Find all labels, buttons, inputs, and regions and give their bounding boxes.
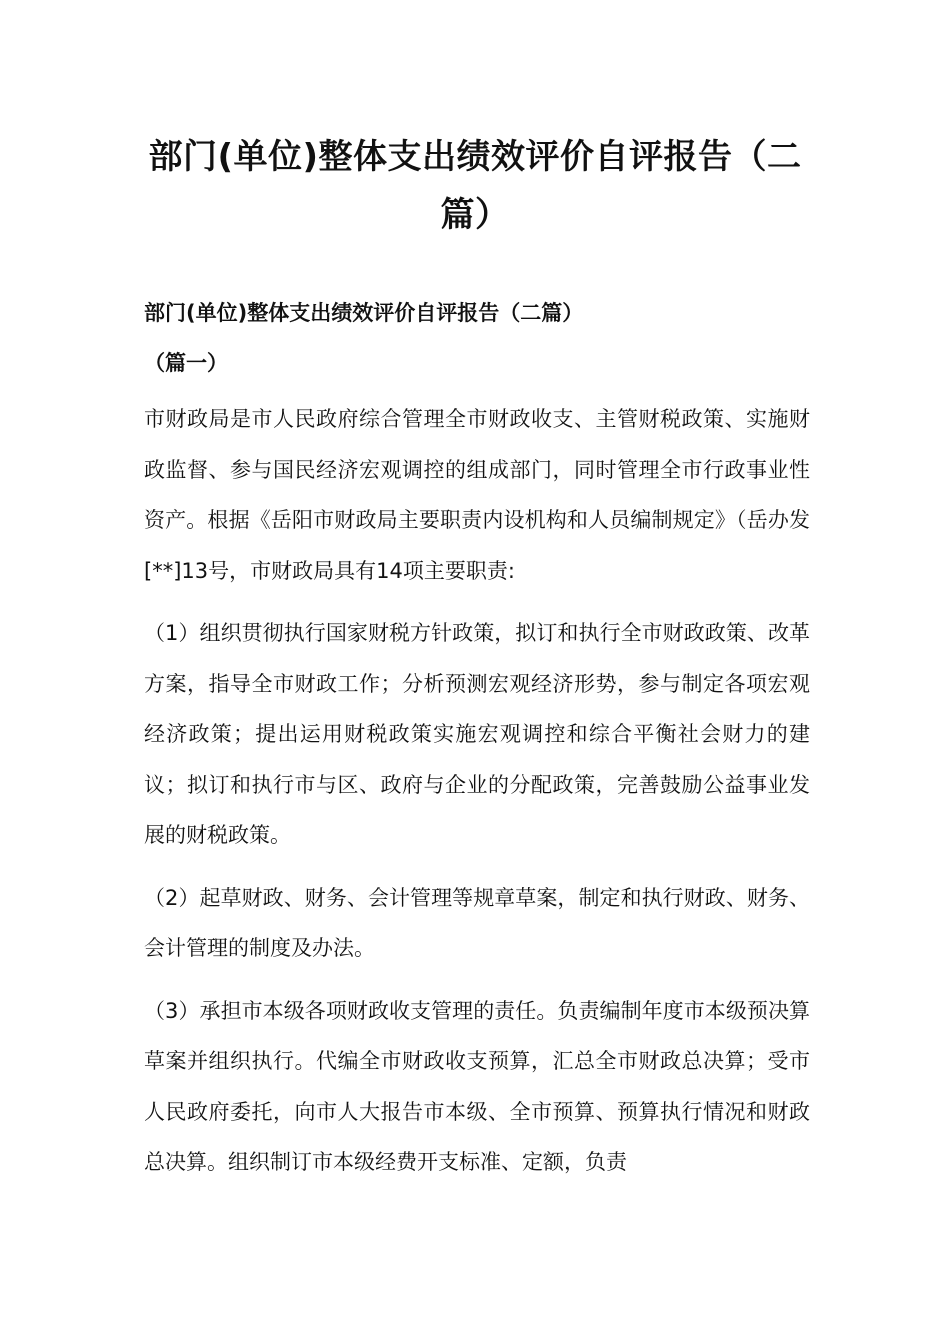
paragraph-intro: 市财政局是市人民政府综合管理全市财政收支、主管财税政策、实施财政监督、参与国民经济宏观调控的组成部门，同时管理全市行政事业性资产。根据《岳阳市财政局主要职责内设机构和人员编制规定》（岳办发[**]13号，市财政局具有14项主要职责: <box>144 407 810 583</box>
paragraph-item-1: （1）组织贯彻执行国家财税方针政策，拟订和执行全市财政政策、改革方案，指导全市财政工作；分析预测宏观经济形势，参与制定各项宏观经济政策；提出运用财税政策实施宏观调控和综合平衡社会财力的建议；拟订和执行市与区、政府与企业的分配政策，完善鼓励公益事业发展的财税政策。 <box>144 621 810 847</box>
section-heading: 部门(单位)整体支出绩效评价自评报告（二篇） <box>144 301 584 325</box>
paragraph-item-3: （3）承担市本级各项财政收支管理的责任。负责编制年度市本级预决算草案并组织执行。代编全市财政收支预算，汇总全市财政总决算；受市人民政府委托，向市人大报告市本级、全市预算、预算执行情况和财政总决算。组织制订市本级经费开支标准、定额，负责 <box>144 998 810 1174</box>
sub-heading: （篇一） <box>144 351 228 375</box>
paragraph-item-2: （2）起草财政、财务、会计管理等规章草案，制定和执行财政、财务、会计管理的制度及办法。 <box>144 885 810 960</box>
document-title: 部门(单位)整体支出绩效评价自评报告（二篇） <box>148 137 802 235</box>
document-body <box>144 294 810 1188</box>
